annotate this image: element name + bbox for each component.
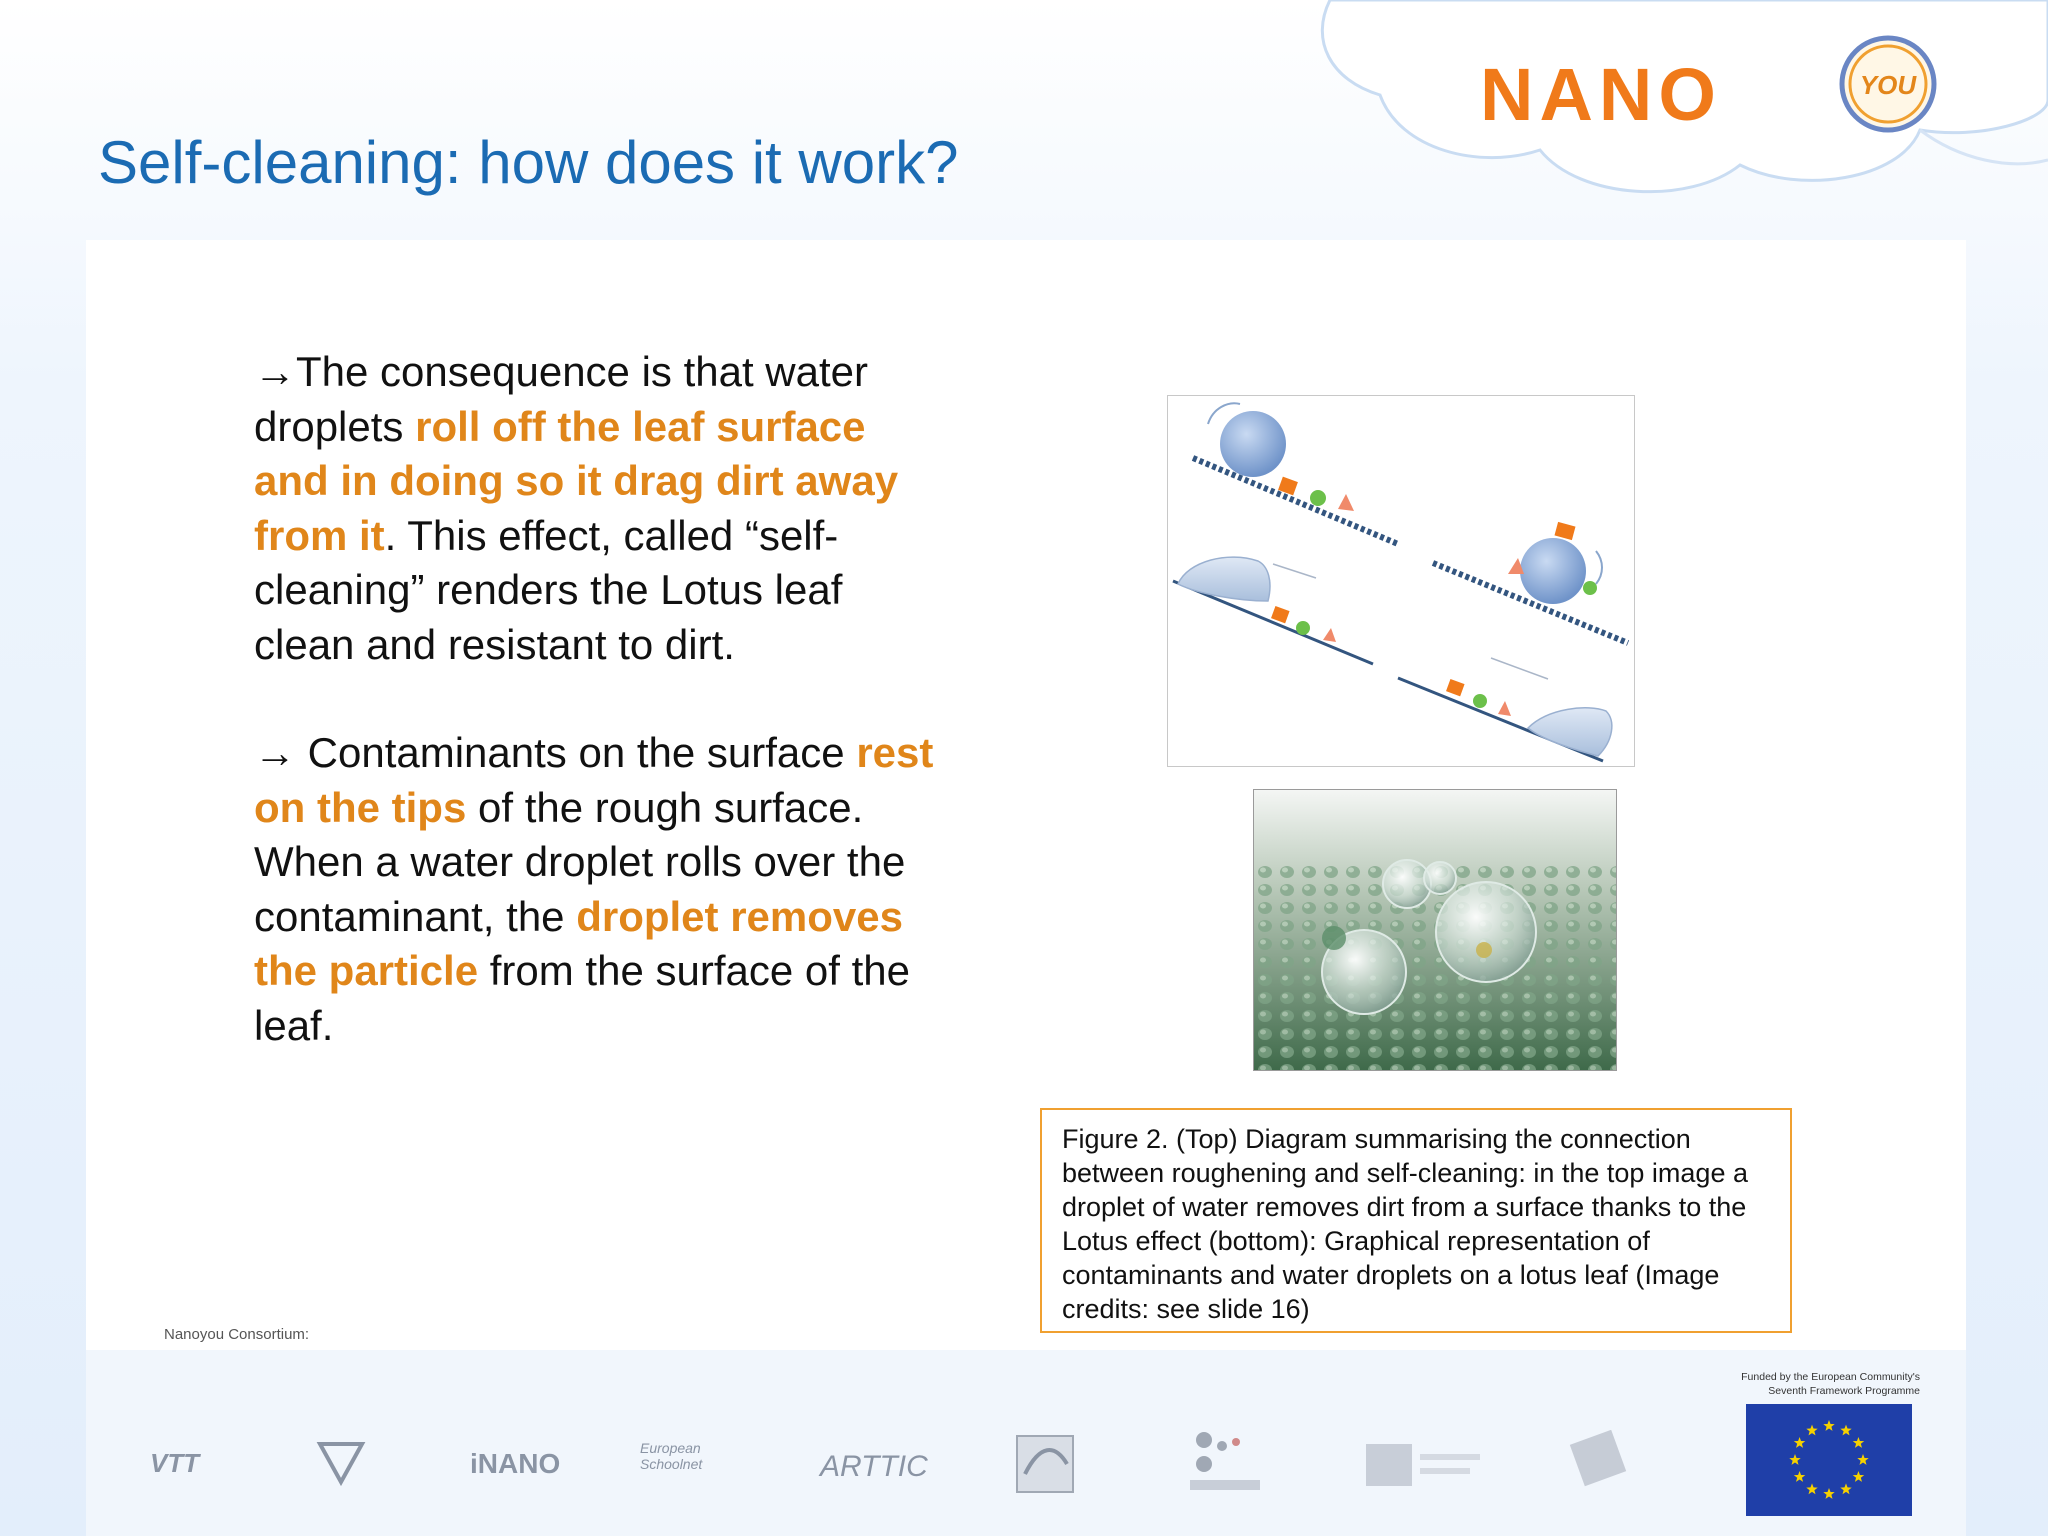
logo-you-circle [1836,32,1940,136]
droplet-diagram [1167,395,1635,767]
paragraph1-text-b: . This effect, called “self-cleaning” renders the Lotus leaf clean and resistant to dirt. [254,511,843,668]
partner-logo-square-emblem [1015,1434,1075,1494]
eu-flag [1746,1404,1912,1516]
droplet-round-upper [1220,411,1286,477]
funding-line-1: Funded by the European Community's [1741,1371,1920,1383]
dirt-square-lower-right [1446,679,1465,696]
dirt-circle-lower-left [1296,621,1310,635]
dirt-triangle-upper [1338,494,1354,511]
partner-logo-european-schoolnet: European Schoolnet [640,1440,703,1472]
funding-line-2: Seventh Framework Programme [1768,1385,1920,1397]
paragraph-contaminants [254,726,934,1053]
logo-nano-text: NANO [1480,53,1722,136]
figure-caption: Figure 2. (Top) Diagram summarising the connection between roughening and self-cleaning: in the top image a droplet of water removes dirt from a surface thanks to the Lotus effect (bottom): Graphical representation of contaminants and water droplets on a lotus leaf (Image credits: see slide 16) [1040,1108,1792,1333]
droplet-flat-left [1178,557,1270,601]
droplet-round-right [1520,538,1586,604]
paragraph2-text-a: → Contaminants on the surface [254,729,857,776]
roll-arrow-right [1596,551,1602,584]
dirt-triangle-lower-left [1323,628,1336,642]
partner-logo-museum [1364,1440,1484,1490]
dirt-circle-right [1583,581,1597,595]
paragraph2-text-c: from the surface of the leaf. [254,947,910,1049]
water-droplet-tiny [1424,862,1456,894]
motion-arrow-left [1273,564,1316,578]
paragraph2-highlight-a: rest on the tips [254,729,934,831]
logo-you-text: YOU [1859,70,1917,100]
text-column [254,345,934,1053]
nanoyou-logo [1480,20,1960,180]
rough-surface-upper-left [1193,458,1398,544]
partner-logo-vtt: VTT [150,1448,200,1478]
motion-arrow-right [1491,658,1548,679]
paragraph-consequence [254,345,934,672]
dirt-square-right [1554,522,1575,540]
funding-notice [1700,1370,1920,1398]
dirt-triangle-lower-right [1498,701,1511,716]
water-droplet-small [1383,860,1431,908]
partner-logo-v-emblem [316,1438,366,1488]
partner-logo-inano: iNANO [470,1448,561,1479]
contaminant-particle [1476,942,1492,958]
paragraph1-highlight: roll off the leaf surface and in doing so it drag dirt away from it [254,402,899,559]
paragraph2-text-b: of the rough surface. When a water droplet rolls over the contaminant, the [254,783,906,940]
consortium-label: Nanoyou Consortium: [164,1326,310,1343]
partner-logo-city [1568,1430,1628,1490]
partner-logo-dots [1186,1426,1266,1498]
lotus-leaf-illustration [1253,789,1617,1071]
dirt-square-lower-left [1271,606,1290,623]
dirt-circle-lower-right [1473,694,1487,708]
contaminant-green [1322,926,1346,950]
water-droplet-large [1436,882,1536,982]
paragraph2-highlight-b: droplet removes the particle [254,892,903,994]
partner-logo-arttic: ARTTIC [820,1450,928,1483]
slide-title: Self-cleaning: how does it work? [98,129,959,196]
paragraph1-text-a: →The consequence is that water droplets [254,348,869,450]
dirt-circle-upper [1310,490,1326,506]
